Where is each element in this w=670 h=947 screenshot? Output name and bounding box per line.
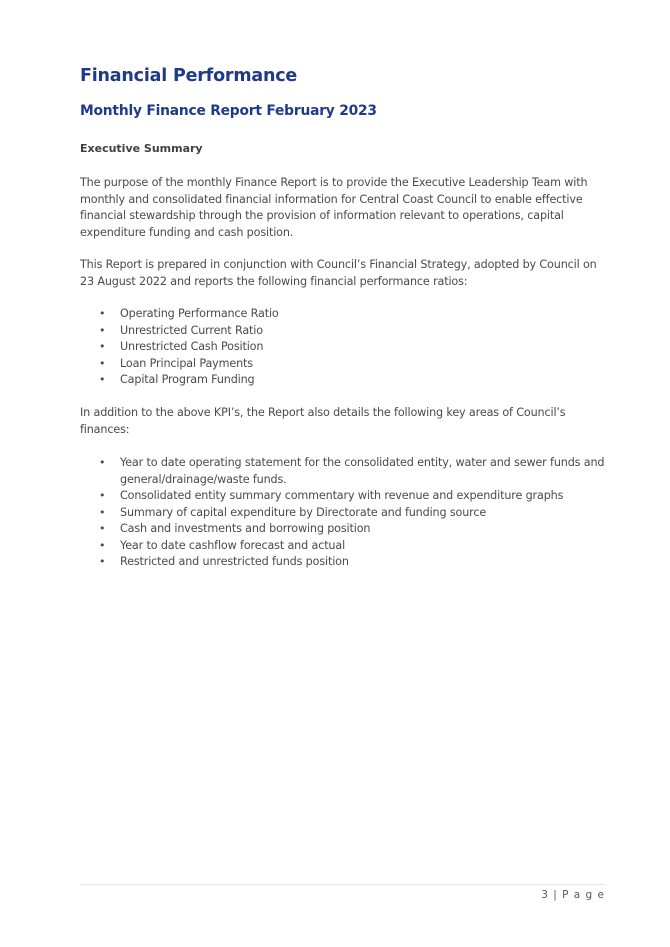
bullet-icon: •: [99, 538, 106, 552]
bullet-icon: •: [99, 340, 106, 353]
page-number: 3 | P a g e: [541, 889, 605, 901]
key-areas-list: [80, 455, 605, 571]
list-item: • Consolidated entity summary commentary with revenue and expenditure graphs: [80, 488, 605, 505]
ratios-list: [80, 306, 605, 389]
page-heading: Financial Performance: [80, 66, 298, 86]
section-title: Executive Summary: [80, 142, 203, 155]
bullet-icon: •: [99, 456, 106, 469]
list-item: • Unrestricted Current Ratio: [80, 323, 605, 340]
bullet-icon: •: [99, 505, 106, 519]
list-item: • Restricted and unrestricted funds position: [80, 554, 605, 571]
bullet-icon: •: [99, 307, 106, 320]
list-item: • Operating Performance Ratio: [80, 306, 605, 323]
list-item: • Unrestricted Cash Position: [80, 339, 605, 356]
document-page: [80, 0, 605, 947]
bullet-icon: •: [99, 489, 106, 502]
kpi-paragraph: In addition to the above KPI’s, the Report also details the following key areas of Council’s finances:: [80, 406, 566, 436]
bullet-icon: •: [99, 356, 106, 370]
report-subheading: Monthly Finance Report February 2023: [80, 103, 377, 119]
list-item: • Year to date operating statement for the consolidated entity, water and sewer funds and general/drainage/waste funds.: [99, 456, 605, 486]
bullet-icon: •: [99, 323, 106, 337]
strategy-paragraph: This Report is prepared in conjunction with Council’s Financial Strategy, adopted by Council on 23 August 2022 and reports the following financial performance ratios:: [80, 258, 597, 288]
list-item: • Loan Principal Payments: [80, 356, 605, 373]
list-item: • Summary of capital expenditure by Directorate and funding source: [80, 505, 605, 522]
purpose-paragraph: The purpose of the monthly Finance Report is to provide the Executive Leadership Team with monthly and consolidated financial information for Central Coast Council to enable effective financial stewardship through the provision of information relevant to operations, capital expenditure funding and cash position.: [80, 176, 588, 239]
bullet-icon: •: [99, 373, 106, 386]
footer-divider: [80, 884, 605, 885]
bullet-icon: •: [99, 522, 106, 535]
list-item: • Cash and investments and borrowing position: [80, 521, 605, 538]
list-item: • Capital Program Funding: [80, 372, 605, 389]
list-item: • Year to date cashflow forecast and actual: [80, 538, 605, 555]
bullet-icon: •: [99, 555, 106, 568]
